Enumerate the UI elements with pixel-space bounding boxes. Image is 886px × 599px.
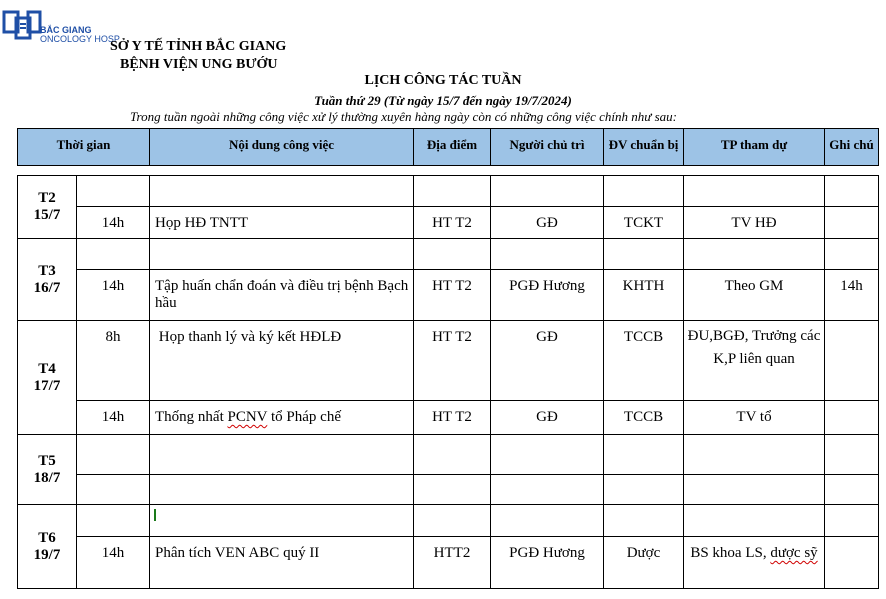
page-subtitle: Tuần thứ 29 (Từ ngày 15/7 đến ngày 19/7/2024) — [314, 93, 572, 108]
table-row — [18, 537, 879, 589]
time-cell: 14h — [77, 207, 150, 239]
col-prep: ĐV chuẩn bị — [604, 129, 684, 166]
table-row — [18, 270, 879, 321]
table-row — [18, 475, 879, 505]
header-row — [18, 129, 879, 166]
prep-cell: KHTH — [604, 270, 684, 321]
content-cell: Phân tích VEN ABC quý II — [150, 537, 414, 589]
col-note: Ghi chú — [825, 129, 879, 166]
place-cell: HT T2 — [414, 270, 491, 321]
place-cell: HTT2 — [414, 537, 491, 589]
chair-cell: PGĐ Hương — [491, 270, 604, 321]
table-row — [18, 435, 879, 475]
schedule-table — [17, 128, 879, 589]
col-place: Địa điểm — [414, 129, 491, 166]
note-cell: 14h — [825, 270, 879, 321]
chair-cell: PGĐ Hương — [491, 537, 604, 589]
attend-cell: TV tổ — [684, 401, 825, 435]
place-cell: HT T2 — [414, 401, 491, 435]
table-row — [18, 176, 879, 207]
prep-cell: TCCB — [604, 401, 684, 435]
content-cell: Họp HĐ TNTT — [150, 207, 414, 239]
attend-cell: ĐU,BGĐ, Trưởng các K,P liên quan — [684, 321, 825, 401]
note-cell — [825, 207, 879, 239]
prep-cell: Dược — [604, 537, 684, 589]
time-cell: 14h — [77, 270, 150, 321]
time-cell: 14h — [77, 401, 150, 435]
org-line-1: SỞ Y TẾ TỈNH BẮC GIANG — [110, 39, 287, 54]
attend-cell: Theo GM — [684, 270, 825, 321]
table-row — [18, 505, 879, 537]
note-cell — [825, 321, 879, 401]
note-cell — [825, 537, 879, 589]
logo-text: BẮC GIANG ONCOLOGY HOSP — [40, 25, 120, 44]
day-cell: T2 15/7 — [18, 176, 77, 239]
col-chair: Người chủ trì — [491, 129, 604, 166]
note-cell — [825, 401, 879, 435]
content-cell: Họp thanh lý và ký kết HĐLĐ — [150, 321, 414, 401]
time-cell: 14h — [77, 537, 150, 589]
place-cell: HT T2 — [414, 321, 491, 401]
day-cell: T6 19/7 — [18, 505, 77, 589]
col-content: Nội dung công việc — [150, 129, 414, 166]
place-cell: HT T2 — [414, 207, 491, 239]
content-cell: Tập huấn chẩn đoán và điều trị bệnh Bạch hầu — [150, 270, 414, 321]
intro-text: Trong tuần ngoài những công việc xử lý thường xuyên hàng ngày còn có những công việc chính như sau: — [130, 109, 677, 124]
day-cell: T5 18/7 — [18, 435, 77, 505]
table-row — [18, 207, 879, 239]
chair-cell: GĐ — [491, 321, 604, 401]
day-cell: T3 16/7 — [18, 239, 77, 321]
attend-cell: TV HĐ — [684, 207, 825, 239]
prep-cell: TCKT — [604, 207, 684, 239]
prep-cell: TCCB — [604, 321, 684, 401]
day-cell: T4 17/7 — [18, 321, 77, 435]
table-row — [18, 321, 879, 401]
cursor-mark — [150, 505, 414, 537]
col-attend: TP tham dự — [684, 129, 825, 166]
time-cell: 8h — [77, 321, 150, 401]
attend-cell: BS khoa LS, dược sỹ — [684, 537, 825, 589]
chair-cell: GĐ — [491, 207, 604, 239]
col-time: Thời gian — [18, 129, 150, 166]
content-cell: Thống nhất PCNV tổ Pháp chế — [150, 401, 414, 435]
org-line-2: BỆNH VIỆN UNG BƯỚU — [120, 57, 278, 72]
table-row — [18, 401, 879, 435]
chair-cell: GĐ — [491, 401, 604, 435]
page-title: LỊCH CÔNG TÁC TUẦN — [364, 73, 522, 88]
table-row — [18, 239, 879, 270]
